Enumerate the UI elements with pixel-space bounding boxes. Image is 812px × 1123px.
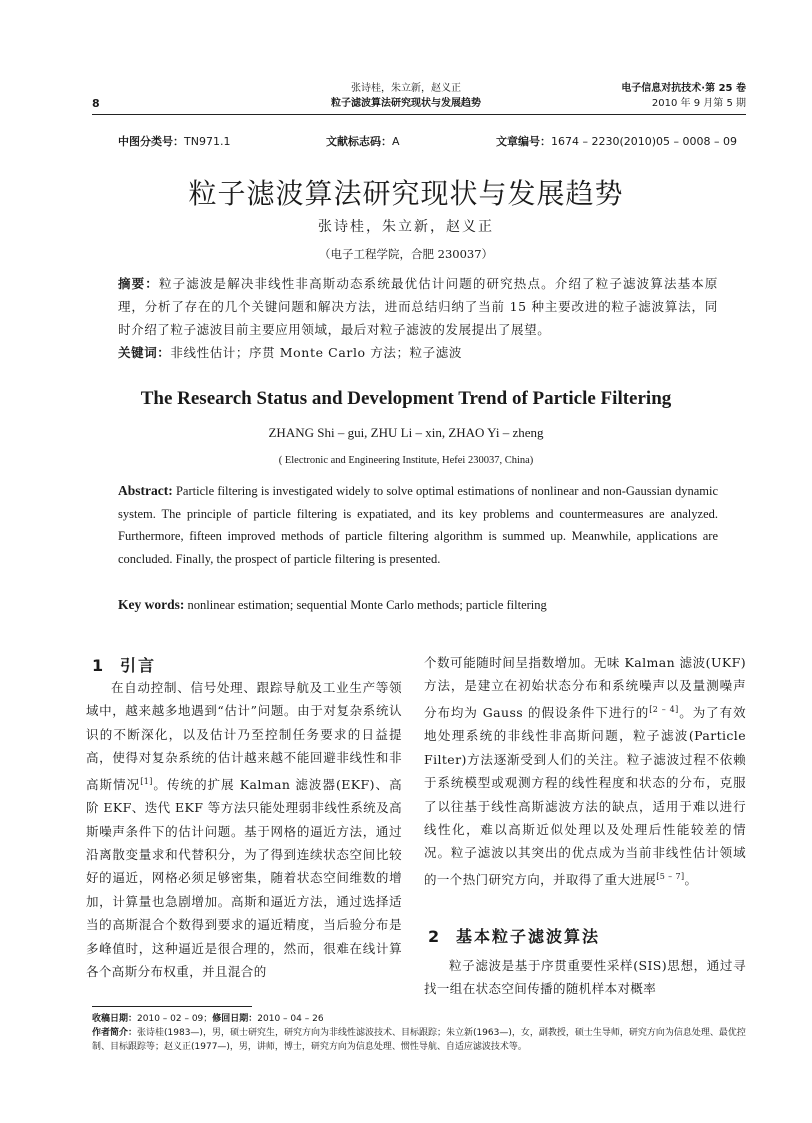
footnote-dates: 收稿日期：2010 – 02 – 09；修回日期：2010 – 04 – 26 bbox=[92, 1014, 324, 1024]
section-2-number: 2 bbox=[428, 927, 442, 946]
keywords-en-label: Key words: bbox=[118, 597, 185, 612]
abstract-en bbox=[118, 480, 718, 570]
abstract-en-text: Particle filtering is investigated widely to solve optimal estimations of nonlinear and non-Gaussian dynamic system. The principle of particle filtering is expatiated, and its key problems and countermeasures are analyzed. Furthermore, fifteen improved methods of particle filtering algorithm is summed up. Meanwhile, applications are concluded. Finally, the prospect of particle filtering is presented. bbox=[118, 484, 719, 566]
footnote-rule bbox=[92, 1006, 252, 1007]
keywords-cn-text: 非线性估计；序贯 Monte Carlo 方法；粒子滤波 bbox=[170, 345, 462, 360]
clc-number: 中图分类号：TN971.1 bbox=[118, 135, 231, 148]
keywords-cn bbox=[118, 341, 718, 364]
citation-5-7: [5 – 7] bbox=[656, 871, 685, 881]
citation-1: [1] bbox=[140, 776, 153, 786]
header-article-title: 粒子滤波算法研究现状与发展趋势 bbox=[331, 98, 481, 109]
keywords-en bbox=[118, 594, 718, 617]
keywords-cn-label: 关键词： bbox=[118, 345, 171, 360]
page-number: 8 bbox=[92, 97, 100, 110]
article-number: 文章编号：1674 – 2230(2010)05 – 0008 – 09 bbox=[496, 135, 738, 148]
abstract-cn-text: 粒子滤波是解决非线性非高斯动态系统最优估计问题的研究热点。介绍了粒子滤波算法基本原理，分析了存在的几个关键问题和解决方法，进而总结归纳了当前 15 种主要改进的粒子滤波算法，同时介绍了粒子滤波目前主要应用领域，最后对粒子滤波的发展提出了展望。 bbox=[118, 276, 718, 337]
header-journal: 电子信息对抗技术·第 25 卷 bbox=[621, 83, 746, 94]
section-1-left-column bbox=[86, 676, 402, 983]
section-1-right-column bbox=[424, 651, 746, 891]
citation-2-4: [2 – 4] bbox=[649, 704, 679, 714]
keywords-en-text: nonlinear estimation; sequential Monte Carlo methods; particle filtering bbox=[187, 598, 547, 612]
document-code: 文献标志码：A bbox=[326, 135, 400, 148]
section-1-paragraph-1: 在自动控制、信号处理、跟踪导航及工业生产等领域中，越来越多地遇到“估计”问题。由于对复杂系统认识的不断深化，以及估计乃至控制任务要求的日益提高，使得对复杂系统的估计越来越不能回避非线性和非高斯情况[1]。传统的扩展 Kalman 滤波器(EKF)、高阶 EKF、迭代 EKF 等方法只能处理弱非线性系统及高斯噪声条件下的估计问题。基于网格的逼近方法，通过沿离散变量求和代替积分，为了得到连续状态空间比较好的逼近，网格必须足够密集，随着状态空间维数的增加，计算量也急剧增加。高斯和逼近方法，通过选择适当的高斯混合个数得到要求的逼近精度，当后验分布是多峰值时，这种逼近是很合理的，然而，很难在线计算各个高斯分布权重，并且混合的 bbox=[86, 680, 402, 980]
abstract-cn bbox=[118, 272, 718, 341]
section-1-number: 1 bbox=[92, 656, 106, 675]
section-2-heading bbox=[428, 924, 600, 947]
section-1-title: 引言 bbox=[120, 656, 157, 675]
section-2-paragraph-1: 粒子滤波是基于序贯重要性采样(SIS)思想，通过寻找一组在状态空间传播的随机样本对概率 bbox=[424, 958, 746, 997]
section-1-paragraph-1-continued: 个数可能随时间呈指数增加。无味 Kalman 滤波(UKF)方法，是建立在初始状态分布和系统噪声以及量测噪声分布均为 Gauss 的假设条件下进行的[2 – 4]。为了有效地处理系统的非线性非高斯问题，粒子滤波(Particle Filter)方法逐渐受到人们的关注。粒子滤波过程不依赖于系统模型或观测方程的线性程度和状态的分布，克服了以往基于线性高斯滤波方法的缺点，适用于难以进行线性化，难以高斯近似处理以及处理后性能较差的情况。粒子滤波以其突出的优点成为当前非线性估计领域的一个热门研究方向，并取得了重大进展[5 – 7]。 bbox=[424, 655, 746, 887]
abstract-en-label: Abstract: bbox=[118, 483, 173, 498]
header-rule bbox=[92, 114, 746, 115]
affiliation-cn: （电子工程学院，合肥 230037） bbox=[318, 247, 494, 261]
header-issue: 2010 年 9 月第 5 期 bbox=[651, 98, 746, 109]
title-cn: 粒子滤波算法研究现状与发展趋势 bbox=[188, 177, 624, 210]
section-1-heading bbox=[92, 653, 156, 676]
abstract-cn-label: 摘要： bbox=[118, 276, 159, 291]
header-authors: 张诗桂，朱立新，赵义正 bbox=[351, 83, 461, 94]
authors-en: ZHANG Shi – gui, ZHU Li – xin, ZHAO Yi – zheng bbox=[268, 425, 544, 440]
section-2-body bbox=[424, 954, 746, 1001]
authors-cn: 张诗桂，朱立新，赵义正 bbox=[318, 219, 494, 235]
section-2-title: 基本粒子滤波算法 bbox=[456, 927, 601, 946]
title-en: The Research Status and Development Trend of Particle Filtering bbox=[140, 388, 672, 409]
footnote-author-bio: 作者简介：张诗桂(1983—)，男，硕士研究生，研究方向为非线性滤波技术、目标跟踪；朱立新(1963—)，女，副教授，硕士生导师，研究方向为信息处理、最优控制、目标跟踪等；赵义正(1977—)，男，讲师，博士，研究方向为信息处理、惯性导航、自适应滤波技术等。 bbox=[92, 1028, 746, 1052]
affiliation-en: ( Electronic and Engineering Institute, Hefei 230037, China) bbox=[278, 455, 534, 466]
